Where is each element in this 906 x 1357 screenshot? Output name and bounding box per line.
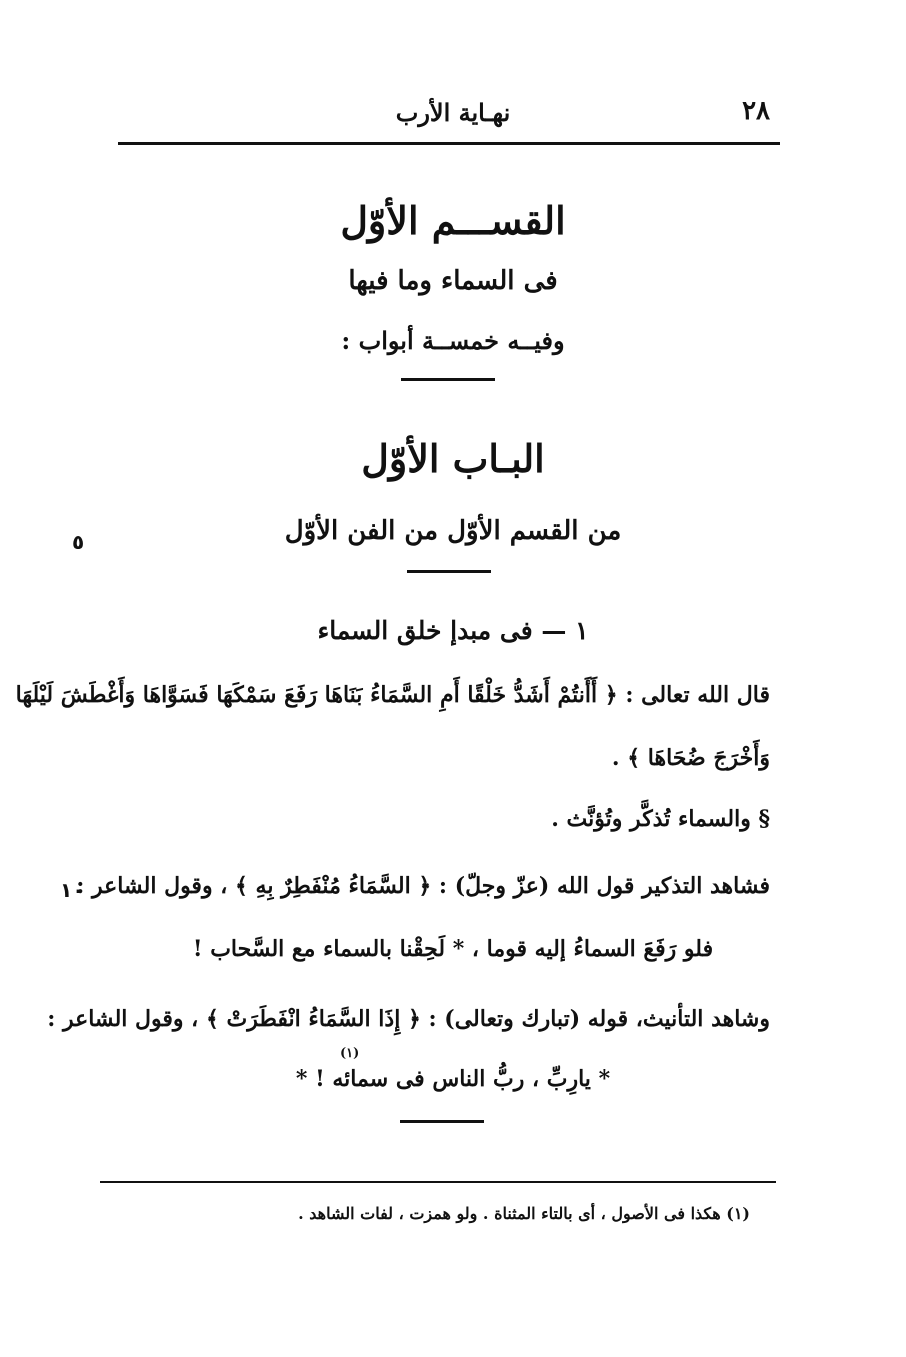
verse-line: * يارِبِّ ، ربُّ الناس فى سمائه ! *	[295, 1066, 611, 1092]
chapter-divider	[407, 570, 491, 573]
section-title: ١ — فى مبدإ خلق السماء	[317, 616, 589, 645]
part-title: القســـم الأوّل	[340, 198, 566, 243]
footnote-marker: (١)	[340, 1046, 360, 1061]
footnote-rule	[100, 1181, 776, 1183]
part-chapters-note: وفيــه خمســة أبواب :	[341, 326, 565, 355]
chapter-title: البـاب الأوّل	[361, 436, 545, 481]
footnote-text: (١) هكذا فى الأصول ، أى بالتاء المثناة . ولو همزت ، لفات الشاهد .	[298, 1204, 750, 1223]
part-divider	[401, 378, 495, 381]
body-line: قال الله تعالى : ﴿ أَأَنتُمْ أَشَدُّ خَلْقًا أَمِ السَّمَاءُ بَنَاهَا رَفَعَ سَمْكَهَا فَسَوَّاهَا وَأَغْطَشَ لَيْلَهَا	[15, 682, 770, 708]
chapter-subtitle: من القسم الأوّل من الفن الأوّل	[284, 516, 622, 546]
running-title: نهـاية الأرب	[395, 98, 511, 127]
end-divider	[400, 1120, 484, 1123]
header-rule	[118, 142, 780, 145]
verse-line: فلو رَفَعَ السماءُ إليه قوما ، * لَحِقْنا بالسماء مع السَّحاب !	[192, 936, 714, 962]
part-subtitle: فى السماء وما فيها	[348, 266, 558, 296]
body-line: § والسماء تُذكَّر وتُؤنَّث .	[551, 806, 770, 832]
body-line: وشاهد التأنيث، قوله (تبارك وتعالى) : ﴿ إِذَا السَّمَاءُ انْفَطَرَتْ ﴾ ، وقول الشاعر :	[47, 1006, 770, 1032]
margin-line-number-10: ١٠	[60, 878, 85, 902]
page-number: ٢٨	[742, 96, 770, 126]
margin-line-number-5: ٥	[72, 530, 85, 554]
body-line: وَأَخْرَجَ ضُحَاهَا ﴾ .	[611, 745, 770, 771]
body-line: فشاهد التذكير قول الله (عزّ وجلّ) : ﴿ السَّمَاءُ مُنْفَطِرٌ بِهِ ﴾ ، وقول الشاعر :	[76, 873, 770, 899]
